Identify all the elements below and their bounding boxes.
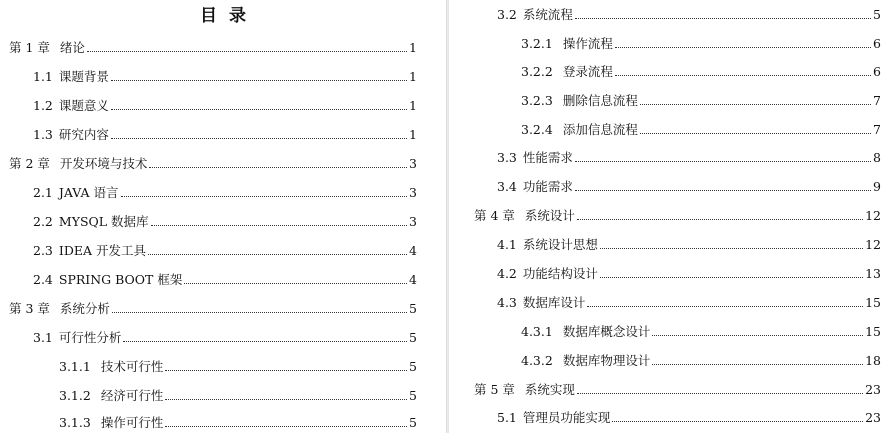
toc-leader-dots <box>652 335 863 336</box>
toc-entry-label: 删除信息流程 <box>562 93 638 108</box>
toc-entry-label: 绪论 <box>59 40 85 55</box>
toc-entry-2-3[interactable] <box>33 241 417 261</box>
toc-entry-page: 3 <box>409 185 417 200</box>
toc-leader-dots <box>148 254 407 255</box>
toc-entry-page: 3 <box>409 156 417 171</box>
toc-entry-label: 功能结构设计 <box>522 266 598 281</box>
toc-leader-dots <box>652 364 863 365</box>
toc-entry-label: 技术可行性 <box>100 359 164 374</box>
toc-entry-number: 2.2 <box>33 214 53 229</box>
toc-entry-number: 4.3 <box>497 295 517 310</box>
toc-entry-4-3[interactable] <box>497 293 881 313</box>
toc-entry-number: 2.1 <box>33 185 53 200</box>
toc-entry-3-1[interactable] <box>33 328 417 348</box>
toc-entry-page: 3 <box>409 214 417 229</box>
toc-entry-page: 7 <box>873 122 881 137</box>
toc-entry-label: 系统流程 <box>522 7 573 22</box>
toc-entry-label: 系统实现 <box>524 382 575 397</box>
toc-entry-page: 6 <box>873 36 881 51</box>
toc-entry-page: 23 <box>865 382 881 397</box>
toc-entry-number: 3.2 <box>497 7 517 22</box>
toc-title: 目录 <box>200 6 258 26</box>
toc-entry-page: 1 <box>409 40 417 55</box>
toc-entry-page: 15 <box>865 324 881 339</box>
toc-leader-dots <box>615 47 871 48</box>
toc-leader-dots <box>165 426 407 427</box>
toc-leader-dots <box>151 225 408 226</box>
toc-entry-number: 1.3 <box>33 127 53 142</box>
toc-entry-page: 15 <box>865 295 881 310</box>
toc-leader-dots <box>640 104 871 105</box>
toc-entry-label: 添加信息流程 <box>562 122 638 137</box>
toc-entry-label: 经济可行性 <box>100 388 164 403</box>
toc-entry-page: 1 <box>409 98 417 113</box>
toc-entry-page: 12 <box>865 208 881 223</box>
toc-entry-number: 1.2 <box>33 98 53 113</box>
toc-leader-dots <box>600 277 863 278</box>
toc-entry-number: 3.1 <box>33 330 53 345</box>
toc-entry-page: 13 <box>865 266 881 281</box>
toc-entry-number: 1.1 <box>33 69 53 84</box>
toc-leader-dots <box>111 138 407 139</box>
toc-leader-dots <box>575 190 871 191</box>
toc-entry-3-2[interactable] <box>497 5 881 25</box>
toc-entry-5-1[interactable] <box>497 408 881 428</box>
toc-leader-dots <box>600 248 863 249</box>
toc-entry-page: 5 <box>409 359 417 374</box>
toc-leader-dots <box>587 306 863 307</box>
toc-entry-2-4[interactable] <box>33 270 417 290</box>
toc-entry-page: 23 <box>865 410 881 425</box>
toc-entry-label: 性能需求 <box>522 150 573 165</box>
toc-entry-label: IDEA 开发工具 <box>58 243 146 258</box>
toc-entry-label: MYSQL 数据库 <box>58 214 149 229</box>
toc-entry-number: 3.1.2 <box>59 388 91 403</box>
toc-entry-number: 4.1 <box>497 237 517 252</box>
toc-entry-3-4[interactable] <box>497 177 881 197</box>
toc-entry-ch5[interactable] <box>474 380 881 400</box>
toc-entry-number: 4.2 <box>497 266 517 281</box>
toc-entry-page: 1 <box>409 69 417 84</box>
toc-entry-3-1-2[interactable] <box>59 386 417 406</box>
toc-entry-label: 登录流程 <box>562 64 613 79</box>
toc-leader-dots <box>612 421 863 422</box>
toc-entry-4-2[interactable] <box>497 264 881 284</box>
toc-entry-number: 第 4 章 <box>474 208 515 223</box>
toc-entry-label: 系统分析 <box>59 301 110 316</box>
toc-entry-page: 5 <box>409 301 417 316</box>
toc-entry-3-2-4[interactable] <box>521 120 881 140</box>
toc-entry-3-1-3[interactable] <box>59 413 417 433</box>
toc-entry-page: 5 <box>409 330 417 345</box>
toc-leader-dots <box>577 219 863 220</box>
toc-leader-dots <box>87 51 407 52</box>
toc-entry-page: 4 <box>409 243 417 258</box>
toc-entry-number: 3.2.1 <box>521 36 553 51</box>
toc-entry-number: 3.1.3 <box>59 415 91 430</box>
toc-leader-dots <box>575 161 871 162</box>
toc-entry-label: 操作流程 <box>562 36 613 51</box>
toc-entry-page: 5 <box>409 388 417 403</box>
toc-entry-label: 开发环境与技术 <box>59 156 148 171</box>
toc-entry-page: 8 <box>873 150 881 165</box>
toc-entry-page: 1 <box>409 127 417 142</box>
toc-entry-page: 12 <box>865 237 881 252</box>
toc-entry-label: 系统设计 <box>524 208 575 223</box>
toc-leader-dots <box>111 109 407 110</box>
toc-entry-ch3[interactable] <box>9 299 417 319</box>
toc-leader-dots <box>165 399 407 400</box>
toc-leader-dots <box>121 196 408 197</box>
toc-entry-label: JAVA 语言 <box>58 185 119 200</box>
toc-entry-label: 数据库设计 <box>522 295 586 310</box>
toc-entry-number: 第 2 章 <box>9 156 50 171</box>
toc-entry-label: SPRING BOOT 框架 <box>58 272 183 287</box>
toc-entry-number: 3.4 <box>497 179 517 194</box>
toc-entry-label: 课题背景 <box>58 69 109 84</box>
toc-entry-number: 4.3.2 <box>521 353 553 368</box>
toc-entry-page: 7 <box>873 93 881 108</box>
toc-entry-page: 9 <box>873 179 881 194</box>
toc-entry-number: 4.3.1 <box>521 324 553 339</box>
toc-entry-number: 2.3 <box>33 243 53 258</box>
toc-entry-3-2-1[interactable] <box>521 34 881 54</box>
toc-entry-1-3[interactable] <box>33 125 417 145</box>
toc-leader-dots <box>577 393 863 394</box>
toc-leader-dots <box>615 75 871 76</box>
toc-entry-number: 3.2.3 <box>521 93 553 108</box>
toc-entry-3-3[interactable] <box>497 148 881 168</box>
toc-entry-label: 数据库概念设计 <box>562 324 651 339</box>
toc-leader-dots <box>149 167 407 168</box>
toc-leader-dots <box>575 18 871 19</box>
toc-leader-dots <box>112 312 407 313</box>
toc-leader-dots <box>184 283 407 284</box>
toc-entry-3-1-1[interactable] <box>59 357 417 377</box>
toc-entry-number: 第 5 章 <box>474 382 515 397</box>
toc-entry-4-3-2[interactable] <box>521 351 881 371</box>
toc-leader-dots <box>123 341 407 342</box>
toc-leader-dots <box>111 80 407 81</box>
toc-entry-number: 3.2.4 <box>521 122 553 137</box>
toc-entry-page: 6 <box>873 64 881 79</box>
toc-entry-2-2[interactable] <box>33 212 417 232</box>
toc-entry-ch2[interactable] <box>9 154 417 174</box>
toc-entry-label: 可行性分析 <box>58 330 122 345</box>
toc-entry-1-1[interactable] <box>33 67 417 87</box>
toc-entry-2-1[interactable] <box>33 183 417 203</box>
toc-entry-page: 4 <box>409 272 417 287</box>
right-page <box>449 0 888 433</box>
toc-entry-label: 课题意义 <box>58 98 109 113</box>
toc-entry-4-3-1[interactable] <box>521 322 881 342</box>
toc-entry-page: 5 <box>873 7 881 22</box>
toc-entry-number: 第 3 章 <box>9 301 50 316</box>
toc-entry-number: 3.1.1 <box>59 359 91 374</box>
toc-entry-1-2[interactable] <box>33 96 417 116</box>
toc-entry-label: 功能需求 <box>522 179 573 194</box>
toc-entry-label: 数据库物理设计 <box>562 353 651 368</box>
toc-entry-number: 3.2.2 <box>521 64 553 79</box>
toc-entry-3-2-3[interactable] <box>521 91 881 111</box>
toc-entry-number: 第 1 章 <box>9 40 50 55</box>
toc-entry-label: 管理员功能实现 <box>522 410 611 425</box>
toc-entry-page: 18 <box>865 353 881 368</box>
toc-entry-label: 研究内容 <box>58 127 109 142</box>
toc-entry-label: 操作可行性 <box>100 415 164 430</box>
toc-entry-4-1[interactable] <box>497 235 881 255</box>
toc-entry-ch1[interactable] <box>9 38 417 58</box>
toc-entry-ch4[interactable] <box>474 206 881 226</box>
toc-leader-dots <box>165 370 407 371</box>
toc-entry-number: 3.3 <box>497 150 517 165</box>
toc-entry-number: 2.4 <box>33 272 53 287</box>
toc-entry-label: 系统设计思想 <box>522 237 598 252</box>
toc-entry-3-2-2[interactable] <box>521 62 881 82</box>
toc-entry-page: 5 <box>409 415 417 430</box>
toc-leader-dots <box>640 133 871 134</box>
toc-entry-number: 5.1 <box>497 410 517 425</box>
